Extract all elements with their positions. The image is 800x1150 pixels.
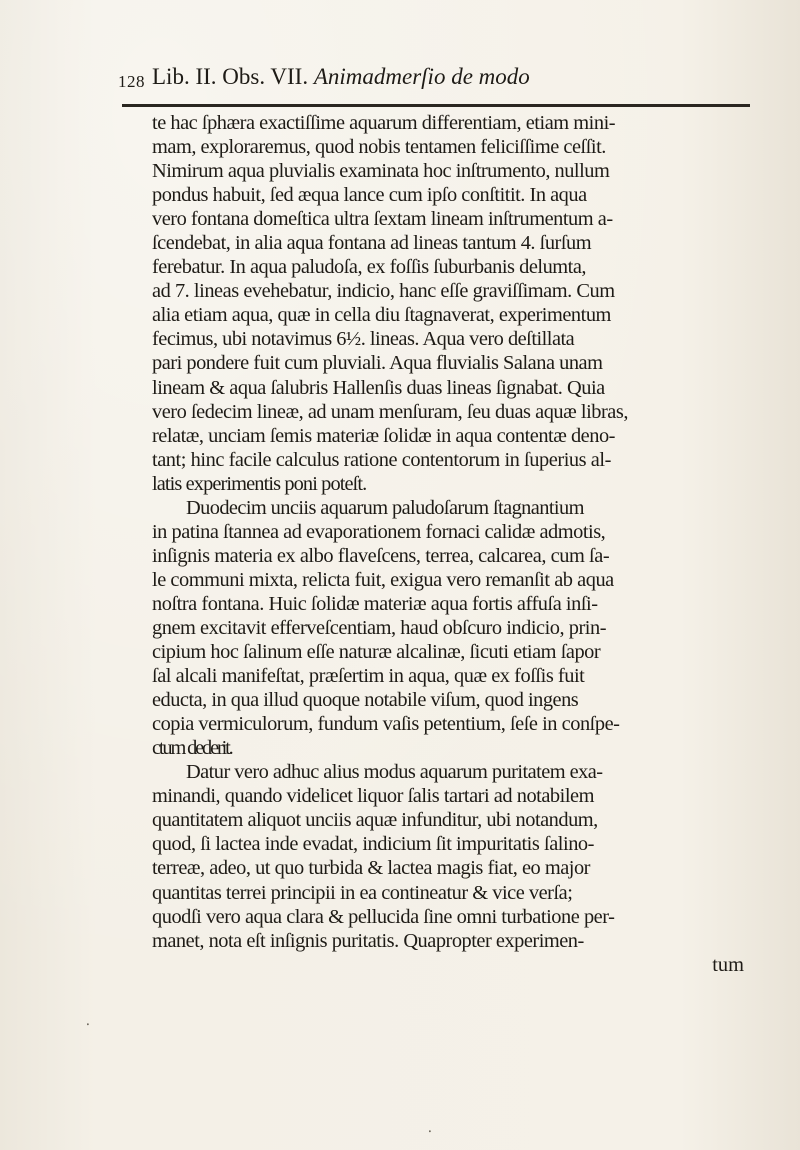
text-line: Datur vero adhuc alius modus aquarum puritatem exa- <box>186 761 603 784</box>
page-number: 128 <box>118 72 145 91</box>
text-line: fecimus, ubi notavimus 6½. lineas. Aqua vero deſtillata <box>152 328 575 351</box>
text-line: educta, in qua illud quoque notabile viſum, quod ingens <box>152 689 579 712</box>
text-line: ctum dederit. <box>152 737 232 760</box>
text-line: pondus habuit, ſed æqua lance cum ipſo conſtitit. In aqua <box>152 184 587 207</box>
text-line: alia etiam aqua, quæ in cella diu ſtagnaverat, experimentum <box>152 304 611 327</box>
text-line: ſal alcali manifeſtat, præſertim in aqua, quæ ex foſſis fuit <box>152 665 585 688</box>
text-line: Duodecim unciis aquarum paludoſarum ſtagnantium <box>186 496 584 519</box>
text-line: pari pondere fuit cum pluviali. Aqua fluvialis Salana unam <box>152 352 603 375</box>
text-line: quodſi vero aqua clara & pellucida ſine omni turbatione per- <box>152 905 615 928</box>
text-line: relatæ, unciam ſemis materiæ ſolidæ in aqua contentæ deno- <box>152 424 615 447</box>
text-line: vero fontana domeſtica ultra ſextam lineam inſtrumentum a- <box>152 208 613 231</box>
text-line: latis experimentis poni poteſt. <box>152 472 367 495</box>
text-line: quantitatem aliquot unciis aquæ infunditur, ubi notandum, <box>152 809 598 832</box>
text-line: inſignis materia ex albo flaveſcens, terrea, calcarea, cum ſa- <box>152 544 610 567</box>
text-line: gnem excitavit efferveſcentiam, haud obſcuro indicio, prin- <box>152 616 607 639</box>
page-header <box>118 62 750 98</box>
text-line: te hac ſphæra exactiſſime aquarum differentiam, etiam mini- <box>152 112 616 134</box>
text-line: quod, ſi lactea inde evadat, indicium ſit impuritatis ſalino- <box>152 833 595 856</box>
text-line: noſtra fontana. Huic ſolidæ materiæ aqua fortis affuſa inſi- <box>152 592 598 615</box>
text-line: minandi, quando videlicet liquor ſalis tartari ad notabilem <box>152 785 594 808</box>
text-line: terreæ, adeo, ut quo turbida & lactea magis fiat, eo major <box>152 857 590 880</box>
text-line: ferebatur. In aqua paludoſa, ex foſſis ſuburbanis delumta, <box>152 256 587 279</box>
margin-mark: ⸱ <box>86 1017 90 1033</box>
text-line: ad 7. lineas evehebatur, indicio, hanc eſſe graviſſimam. Cum <box>152 280 615 303</box>
text-line: ſcendebat, in alia aqua fontana ad lineas tantum 4. ſurſum <box>152 232 592 255</box>
text-line: tum <box>712 953 744 976</box>
text-line: Nimirum aqua pluvialis examinata hoc inſtrumento, nullum <box>152 160 610 183</box>
bottom-mark: ⸱ <box>428 1124 432 1140</box>
running-head-title: Animadmerſio de modo <box>313 64 530 89</box>
running-head <box>152 64 530 90</box>
text-line: lineam & aqua ſalubris Hallenſis duas lineas ſignabat. Quia <box>152 376 605 399</box>
text-line: mam, exploraremus, quod nobis tentamen feliciſſime ceſſit. <box>152 136 606 159</box>
text-line: quantitas terrei principii in ea contineatur & vice verſa; <box>152 881 573 904</box>
header-rule <box>122 104 750 107</box>
text-line: tant; hinc facile calculus ratione contentorum in ſuperius al- <box>152 448 611 471</box>
text-line: vero ſedecim lineæ, ad unam menſuram, ſeu duas aquæ libras, <box>152 400 628 423</box>
running-head-book-observation: Lib. II. Obs. VII. <box>152 64 309 89</box>
body-text <box>152 111 770 977</box>
text-line: le communi mixta, relicta fuit, exigua vero remanſit ab aqua <box>152 568 614 591</box>
text-line: cipium hoc ſalinum eſſe naturæ alcalinæ, ſicuti etiam ſapor <box>152 641 601 664</box>
text-line: copia vermiculorum, fundum vaſis petentium, ſeſe in conſpe- <box>152 713 620 736</box>
text-line: manet, nota eſt inſignis puritatis. Quapropter experimen- <box>152 929 584 952</box>
text-line: in patina ſtannea ad evaporationem fornaci calidæ admotis, <box>152 520 606 543</box>
